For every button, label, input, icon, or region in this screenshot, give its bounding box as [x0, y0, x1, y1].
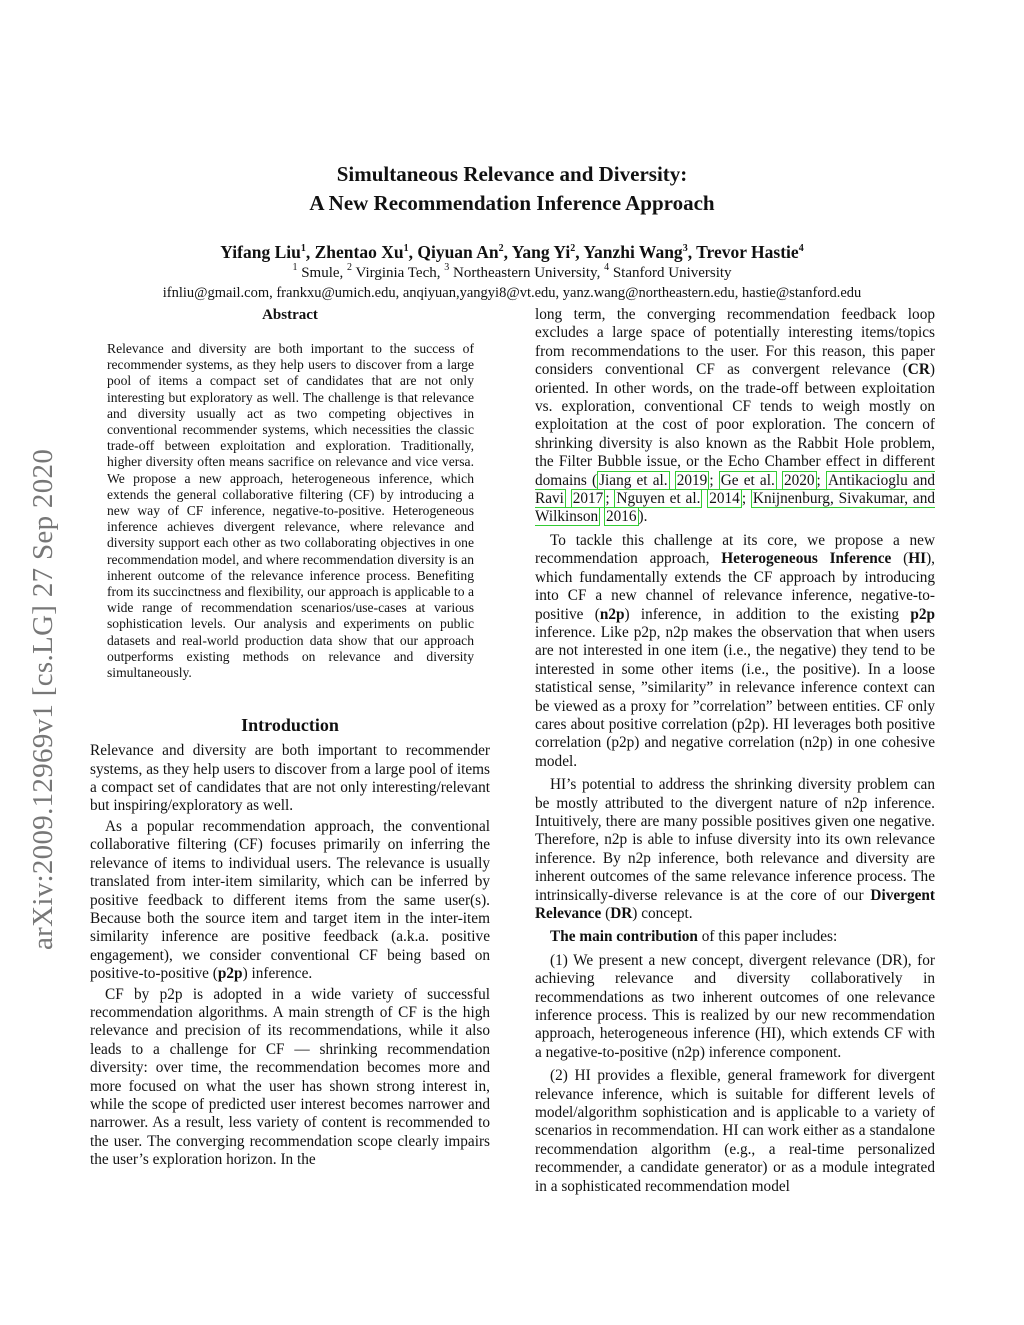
text-run: of this paper includes: [697, 928, 838, 946]
author-affil-sup: 1 [403, 243, 409, 254]
text-run: inference. Like p2p, n2p makes the observation that when users are not interested in one item (i.e., the negative) they tend to be interested in some other items (i.e., the positive). In a loose statistical sense, ”similarity” in relevance inference context can be viewed as a proxy for ”correlation” between entities. CF only cares about positive correlation (p2p). HI leverages both positive correlation (p2p) and negative correlation (n2p) in one cohesive model. [535, 623, 935, 770]
bold-term: Divergent Relevance [535, 886, 935, 922]
author-name: Yifang Liu [220, 242, 301, 262]
introduction-heading: Introduction [241, 715, 339, 736]
citation-link[interactable]: 2017 [572, 490, 604, 508]
author-name: Zhentao Xu [314, 242, 404, 262]
right-column [535, 306, 935, 1196]
arxiv-side-stamp: arXiv:2009.12969v1 [cs.LG] 27 Sep 2020 [27, 448, 59, 950]
citation-link[interactable]: Knijnenburg, Sivakumar, and Wilkinson [535, 490, 935, 526]
text-run: HI’s potential to address the shrinking diversity problem can be mostly attributed to the divergent nature of n2p inference. Intuitively, there are many possible positives given one negative. Therefore, n2p is able to infuse diversity into its own relevance inference. By n2p inference, both relevance and diversity are inherent outcomes of the same relevance inference process. The intrinsically-diverse relevance is at the core of our [535, 776, 935, 904]
paper-title-line-1: Simultaneous Relevance and Diversity: [336, 162, 688, 186]
affil-sup: 1 [292, 262, 298, 273]
abstract-text: Relevance and diversity are both important to the success of recommender systems, as they help users to discover from a large pool of items a compact set of candidates that are not only interesting but exploratory as well. The challenge is that relevance and diversity usually act as two competing objectives in conventional recommender systems, which necessities the classic trade-off between exploitation and exploration. Traditionally, higher diversity often means sacrifice on relevance and vice versa. We propose a new approach, heterogeneous inference, which extends the general collaborative filtering (CF) by introducing a new way of CF inference, negative-to-positive. Heterogeneous inference achieves divergent relevance, where relevance and diversity support each other as two collaborating objectives in one recommendation model, and where recommendation diversity is an inherent outcome of the relevance inference process. Benefiting from its succinctness and flexibility, our approach is applicable to a wide range of recommendation scenarios/use-cases at various sophistication levels. Our analysis and experiments on public datasets and real-world production data show that our approach outperforms existing methods on relevance and diversity simultaneously. [107, 341, 474, 681]
affil-sup: 3 [444, 262, 450, 273]
author-list: Yifang Liu$^1$, Zhentao Xu$^1$, Qiyuan An$^2$, Yang Yi$^2$, Yanzhi Wang$^3$, Trevor Hastie$^4$ [220, 242, 804, 262]
abstract-heading: Abstract [262, 307, 318, 323]
citation-link[interactable]: Nguyen et al. [616, 490, 701, 508]
right-paragraph-1: long term, the converging recommendation feedback loop excludes a large space of potentially interesting items/topics from recommendations to the user. For this reason, this paper considers conventional CF as convergent relevance (CR) oriented. In other words, on the trade-off between exploitation vs. exploration, conventional CF tends to weigh mostly on exploitation at the cost of poor exploration. The concern of shrinking diversity is also known as the Rabbit Hole problem, the Filter Bubble issue, or the Echo Chamber effect in different domains ( Jiang et al. 2019 ; Ge et al. 2020 ; Antikacioglu and Ravi 2017 ; Nguyen et al. 2014 ; Knijnenburg, Sivakumar, and Wilkinson 2016 ). [535, 306, 936, 526]
text-run: ) inference, in addition to the existing [624, 605, 911, 623]
author-affil-sup: 2 [570, 243, 576, 254]
affil-name: Virginia Tech, [355, 265, 441, 281]
author-affil-sup: 2 [498, 243, 504, 254]
author-name: Qiyuan An [417, 242, 499, 262]
left-column [90, 306, 490, 1170]
intro-paragraph-2 [90, 818, 490, 984]
citation-link[interactable]: Ge et al. [720, 471, 775, 489]
title-block [0, 160, 1024, 303]
bold-term: The main contribution [550, 928, 698, 946]
text-run: To tackle this challenge at its core, we propose a new recommendation approach, [535, 531, 935, 568]
citation-link[interactable]: 2014 [709, 490, 740, 508]
affil-name: Northeastern University, [453, 265, 601, 281]
author-name: Trevor Hastie [696, 242, 799, 262]
citation-link[interactable]: 2019 [676, 471, 708, 489]
affil-sup: 4 [604, 262, 610, 273]
citation-link[interactable]: Jiang et al. [599, 471, 668, 489]
text-run: ( [601, 905, 611, 922]
bold-term: p2p [910, 605, 936, 623]
text-run: As a popular recommendation approach, the conventional collaborative filtering (CF) focuses primarily on inferring the relevance of items to individual users. The relevance is usually translated from inter-item similarity, which can be inferred by positive feedback to different items from the same user(s). Because both the source item and target item in the inter-item similarity inference are positive feedback (a.k.a. positive engagement), we consider conventional CF being based on positive-to-positive ( [90, 817, 490, 983]
author-name: Yang Yi [511, 242, 571, 262]
bold-term: n2p [599, 605, 625, 623]
text-run: ) inference. [242, 965, 313, 983]
paper-title-line-2: A New Recommendation Inference Approach [309, 191, 715, 215]
bold-term: Heterogeneous Inference [721, 550, 892, 568]
text-run: ) oriented. In other words, on the trade-off between exploitation vs. exploration, conventional CF tends to weigh mostly on exploitation at the cost of poor exploration. The concern of shrinking diversity is also known as the Rabbit Hole problem, the Filter Bubble issue, or the Echo Chamber effect in different domains ( [535, 361, 935, 489]
bold-term: HI [908, 550, 927, 568]
author-name: Yanzhi Wang [583, 242, 683, 262]
right-paragraph-4 [535, 928, 935, 946]
citation-link[interactable]: 2016 [605, 508, 637, 526]
text-run: long term, the converging recommendation feedback loop excludes a large space of potentially interesting items/topics from recommendations to the user. For this reason, this paper considers conventional CF as convergent relevance ( [535, 306, 935, 379]
bold-term: DR [610, 905, 633, 922]
author-affil-sup: 4 [798, 243, 804, 254]
author-emails: ifnliu@gmail.com, frankxu@umich.edu, anqiyuan,yangyi8@vt.edu, yanz.wang@northeastern.edu, hastie@stanford.edu [162, 285, 862, 301]
affiliations [0, 264, 1024, 283]
author-affil-sup: 3 [682, 243, 688, 254]
contribution-2: (2) HI provides a flexible, general framework for divergent relevance inference, which is suitable for different levels of model/algorithm sophistication and is applicable to a variety of scenarios in recommendation. HI can work either as a standalone recommendation algorithm (e.g., a real-time personalized recommender, a candidate generator) or as a module integrated in a sophisticated recommendation model [535, 1067, 935, 1195]
citation-link[interactable]: 2020 [783, 471, 815, 489]
citation-link[interactable]: Antikacioglu and Ravi [535, 471, 936, 508]
intro-paragraph-3: CF by p2p is adopted in a wide variety of successful recommendation algorithms. A main strength of CF is the high relevance and precision of its recommendations, while it also leads to a challenge for CF — shrinking recommendation diversity: over time, the recommendation becomes more and more focused on what the user has shown strong interest in, while the scope of predicted user interest becomes narrower and narrower. As a result, less variety of content is recommended to the user. The converging recommendation scope clearly impairs the user’s exploration horizon. In the [90, 985, 490, 1169]
contribution-1: (1) We present a new concept, divergent relevance (DR), for achieving relevance and diversity collaboratively in recommendations as two inherent outcomes of one relevance inference process. This is realized by our new recommendation approach, heterogeneous inference (HI), which extends CF with a negative-to-positive (n2p) inference component. [535, 951, 935, 1061]
affil-sup: 2 [347, 262, 353, 273]
right-paragraph-2 [535, 532, 935, 771]
affil-name: Smule, [301, 265, 344, 281]
text-run: ( [891, 550, 909, 568]
author-affil-sup: 1 [300, 243, 306, 254]
affil-name: Stanford University [612, 265, 732, 281]
bold-term: CR [907, 361, 930, 379]
text-run: ) concept. [632, 905, 693, 922]
text-run: ), which fundamentally extends the CF approach by introducing into CF a new channel of relevance inference, negative-to-positive ( [535, 550, 935, 623]
bold-term: p2p [217, 965, 243, 983]
intro-paragraph-1: Relevance and diversity are both important to recommender systems, as they help users to discover from a large pool of items a compact set of candidates that are not only interesting/relevant but inspiring/exploratory as well. [90, 742, 490, 815]
right-paragraph-3 [535, 776, 935, 923]
text-run: ). [638, 508, 648, 526]
